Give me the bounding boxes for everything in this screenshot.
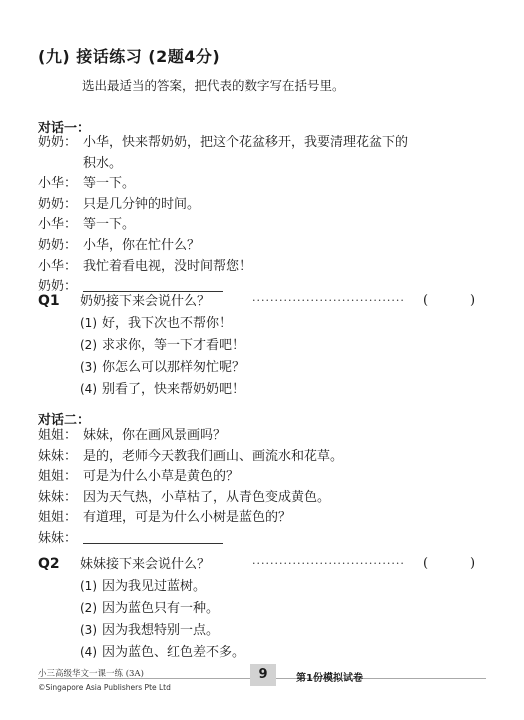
line-text: 妹妹，你在画风景画吗？ bbox=[83, 428, 227, 443]
speaker-label: 奶奶： bbox=[38, 135, 78, 150]
question-number: Q2 bbox=[38, 556, 60, 572]
question-text: 妹妹接下来会说什么？ bbox=[80, 557, 211, 572]
speaker-label: 妹妹： bbox=[38, 530, 78, 546]
line-text: 有道理，可是为什么小树是蓝色的？ bbox=[83, 510, 292, 526]
option-text: 因为我想特别一点。 bbox=[102, 623, 220, 638]
publisher-copyright: ©Singapore Asia Publishers Pte Ltd bbox=[38, 683, 171, 692]
answer-option bbox=[38, 575, 498, 597]
dialogue-line bbox=[38, 215, 498, 236]
line-text: 等一下。 bbox=[83, 176, 136, 192]
answer-bracket-close[interactable]: ) bbox=[470, 293, 476, 308]
speaker-label: 奶奶： bbox=[38, 237, 78, 253]
book-title: 小三高级华文一课一练 (3A) bbox=[38, 669, 144, 679]
speaker-label: 奶奶： bbox=[38, 196, 78, 212]
option-text: 因为我见过蓝树。 bbox=[102, 579, 207, 594]
option-number: (2) bbox=[80, 601, 97, 615]
leader-dots: ·································· bbox=[252, 557, 405, 570]
answer-option bbox=[38, 378, 498, 400]
dialogue-line bbox=[38, 133, 498, 154]
speaker-label: 小华： bbox=[38, 258, 78, 274]
dialogue-1 bbox=[38, 133, 498, 298]
option-text: 因为蓝色只有一种。 bbox=[102, 601, 220, 616]
paper-label: 第1份模拟试卷 bbox=[296, 673, 363, 684]
answer-option bbox=[38, 597, 498, 619]
question-text: 奶奶接下来会说什么？ bbox=[80, 294, 211, 309]
line-text: 我忙着看电视，没时间帮您！ bbox=[83, 258, 253, 274]
page-number: 9 bbox=[250, 664, 276, 686]
option-text: 求求你，等一下才看吧！ bbox=[102, 338, 246, 353]
answer-bracket-close[interactable]: ) bbox=[470, 556, 476, 571]
dialogue-line bbox=[38, 508, 498, 529]
answer-blank-line[interactable] bbox=[83, 529, 223, 544]
dialogue-line bbox=[38, 488, 498, 509]
option-number: (4) bbox=[80, 382, 97, 396]
dialogue-line bbox=[38, 236, 498, 257]
option-text: 好，我下次也不帮你！ bbox=[102, 316, 233, 331]
option-number: (2) bbox=[80, 338, 97, 352]
speaker-label: 姐姐： bbox=[38, 510, 78, 526]
question-2 bbox=[38, 553, 498, 663]
speaker-label: 姐姐： bbox=[38, 469, 78, 485]
speaker-label: 奶奶： bbox=[38, 279, 78, 295]
option-text: 因为蓝色、红色差不多。 bbox=[102, 645, 246, 660]
dialogue-line bbox=[38, 195, 498, 216]
option-text: 别看了，快来帮奶奶吧！ bbox=[102, 382, 246, 397]
section-title: (九) 接话练习 (2题4分) bbox=[38, 47, 221, 66]
line-text: 因为天气热，小草枯了，从青色变成黄色。 bbox=[83, 489, 331, 505]
footer-credits bbox=[38, 668, 171, 694]
dialogue-line bbox=[38, 426, 498, 447]
speaker-label: 小华： bbox=[38, 176, 78, 192]
answer-bracket-open[interactable]: ( bbox=[423, 556, 429, 571]
option-number: (1) bbox=[80, 316, 97, 330]
option-number: (3) bbox=[80, 623, 97, 637]
dialogue-line bbox=[38, 257, 498, 278]
option-number: (4) bbox=[80, 645, 97, 659]
dialogue-line-continuation bbox=[38, 154, 498, 175]
dialogue-line bbox=[38, 529, 498, 550]
dialogue-2-title: 对话二： bbox=[38, 413, 91, 428]
answer-bracket-open[interactable]: ( bbox=[423, 293, 429, 308]
dialogue-1-title: 对话一： bbox=[38, 121, 91, 136]
answer-option bbox=[38, 312, 498, 334]
option-number: (1) bbox=[80, 579, 97, 593]
answer-option bbox=[38, 641, 498, 663]
dialogue-line bbox=[38, 467, 498, 488]
line-text: 是的，老师今天教我们画山、画流水和花草。 bbox=[83, 448, 344, 464]
leader-dots: ·································· bbox=[252, 294, 405, 307]
answer-option bbox=[38, 356, 498, 378]
question-number: Q1 bbox=[38, 293, 60, 309]
speaker-label: 妹妹： bbox=[38, 448, 78, 464]
dialogue-2 bbox=[38, 426, 498, 550]
line-text: 小华，快来帮奶奶，把这个花盆移开，我要清理花盆下的 bbox=[83, 135, 409, 150]
line-text: 积水。 bbox=[83, 155, 123, 171]
option-text: 你怎么可以那样匆忙呢？ bbox=[102, 360, 246, 375]
question-header bbox=[38, 553, 498, 575]
question-header bbox=[38, 290, 498, 312]
answer-option bbox=[38, 619, 498, 641]
line-text: 只是几分钟的时间。 bbox=[83, 196, 201, 212]
instruction-text: 选出最适当的答案，把代表的数字写在括号里。 bbox=[82, 78, 345, 93]
speaker-label: 小华： bbox=[38, 217, 78, 233]
line-text: 小华，你在忙什么？ bbox=[83, 237, 201, 253]
question-1 bbox=[38, 290, 498, 400]
speaker-label: 妹妹： bbox=[38, 489, 78, 505]
line-text: 等一下。 bbox=[83, 217, 136, 233]
answer-option bbox=[38, 334, 498, 356]
dialogue-line bbox=[38, 174, 498, 195]
speaker-label: 姐姐： bbox=[38, 428, 78, 443]
dialogue-line bbox=[38, 447, 498, 468]
option-number: (3) bbox=[80, 360, 97, 374]
line-text: 可是为什么小草是黄色的？ bbox=[83, 469, 240, 485]
